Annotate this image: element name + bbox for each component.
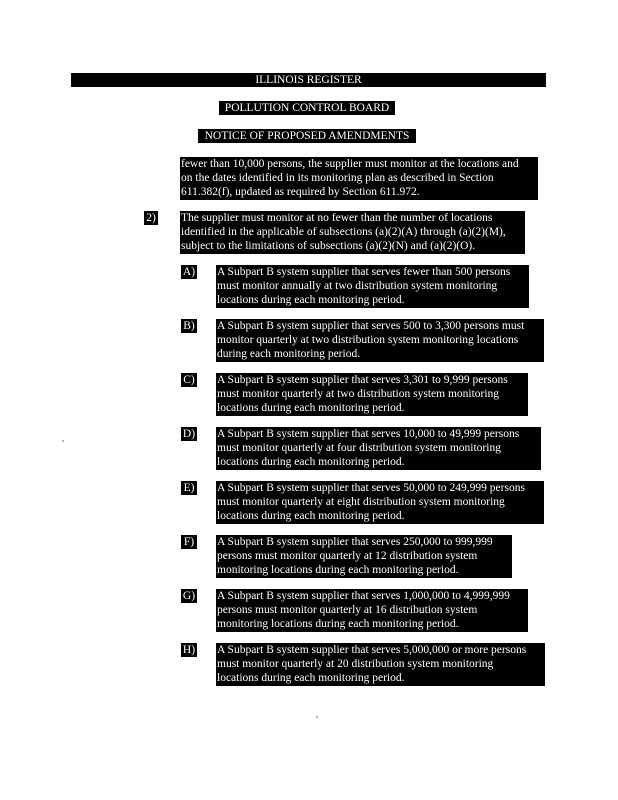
item-line: must monitor quarterly at two distribution system monitoring bbox=[217, 388, 500, 400]
item-h-paragraph bbox=[216, 643, 545, 686]
item-e-label: E) bbox=[181, 481, 197, 495]
section-2-line: subject to the limitations of subsections (a)(2)(N) and (a)(2)(O). bbox=[181, 240, 476, 252]
item-a-label: A) bbox=[182, 266, 196, 278]
continuation-paragraph bbox=[180, 157, 538, 200]
item-line: persons must monitor quarterly at 16 distribution system bbox=[217, 604, 478, 616]
item-line: monitoring locations during each monitoring period. bbox=[217, 564, 459, 576]
notice-title: NOTICE OF PROPOSED AMENDMENTS bbox=[198, 129, 416, 143]
item-line: persons must monitor quarterly at 12 distribution system bbox=[217, 550, 478, 562]
section-2-line: The supplier must monitor at no fewer than the number of locations bbox=[181, 212, 493, 224]
continuation-line: fewer than 10,000 persons, the supplier must monitor at the locations and bbox=[181, 158, 519, 170]
item-line: locations during each monitoring period. bbox=[217, 456, 405, 468]
item-c-paragraph bbox=[216, 373, 528, 416]
item-line: A Subpart B system supplier that serves 3,301 to 9,999 persons bbox=[217, 374, 508, 386]
item-g-paragraph bbox=[216, 589, 528, 632]
section-2-line: identified in the applicable of subsections (a)(2)(A) through (a)(2)(M), bbox=[181, 226, 506, 238]
item-g-label: G) bbox=[182, 590, 196, 602]
item-b-label: B) bbox=[181, 319, 197, 333]
item-line: must monitor annually at two distribution system monitoring bbox=[217, 280, 498, 292]
item-e-paragraph bbox=[216, 481, 544, 524]
item-line: must monitor quarterly at 20 distribution system monitoring bbox=[217, 658, 494, 670]
item-line: A Subpart B system supplier that serves 10,000 to 49,999 persons bbox=[217, 428, 520, 440]
item-line: A Subpart B system supplier that serves 500 to 3,300 persons must bbox=[217, 320, 525, 332]
item-b-paragraph bbox=[216, 319, 544, 362]
item-line: locations during each monitoring period. bbox=[217, 510, 405, 522]
item-line: locations during each monitoring period. bbox=[217, 294, 405, 306]
item-line: monitoring locations during each monitoring period. bbox=[217, 618, 459, 630]
item-f-paragraph bbox=[216, 535, 512, 578]
section-2-label: 2) bbox=[144, 211, 158, 225]
board-title: POLLUTION CONTROL BOARD bbox=[219, 101, 395, 115]
item-line: monitor quarterly at two distribution system monitoring locations bbox=[217, 334, 519, 346]
item-line: locations during each monitoring period. bbox=[217, 672, 405, 684]
item-line: A Subpart B system supplier that serves 5,000,000 or more persons bbox=[217, 644, 527, 656]
scan-speck bbox=[62, 440, 64, 442]
item-line: A Subpart B system supplier that serves fewer than 500 persons bbox=[217, 266, 511, 278]
register-title: ILLINOIS REGISTER bbox=[71, 73, 546, 87]
item-line: A Subpart B system supplier that serves 250,000 to 999,999 bbox=[217, 536, 493, 548]
item-line: must monitor quarterly at eight distribution system monitoring bbox=[217, 496, 505, 508]
item-f-label: F) bbox=[181, 535, 197, 549]
item-line: locations during each monitoring period. bbox=[217, 402, 405, 414]
continuation-line: 611.382(f), updated as required by Section 611.972. bbox=[181, 186, 420, 198]
continuation-line: on the dates identified in its monitoring plan as described in Section bbox=[181, 172, 494, 184]
item-h-label: H) bbox=[182, 644, 196, 656]
item-line: must monitor quarterly at four distribution system monitoring bbox=[217, 442, 501, 454]
item-line: A Subpart B system supplier that serves 1,000,000 to 4,999,999 bbox=[217, 590, 510, 602]
scan-speck bbox=[316, 716, 318, 718]
item-line: during each monitoring period. bbox=[217, 348, 361, 360]
item-c-label: C) bbox=[181, 373, 197, 387]
item-a-paragraph bbox=[216, 265, 529, 308]
item-d-paragraph bbox=[216, 427, 541, 470]
item-d-label: D) bbox=[182, 428, 196, 440]
item-line: A Subpart B system supplier that serves 50,000 to 249,999 persons bbox=[217, 482, 525, 494]
section-2-paragraph bbox=[180, 211, 525, 254]
